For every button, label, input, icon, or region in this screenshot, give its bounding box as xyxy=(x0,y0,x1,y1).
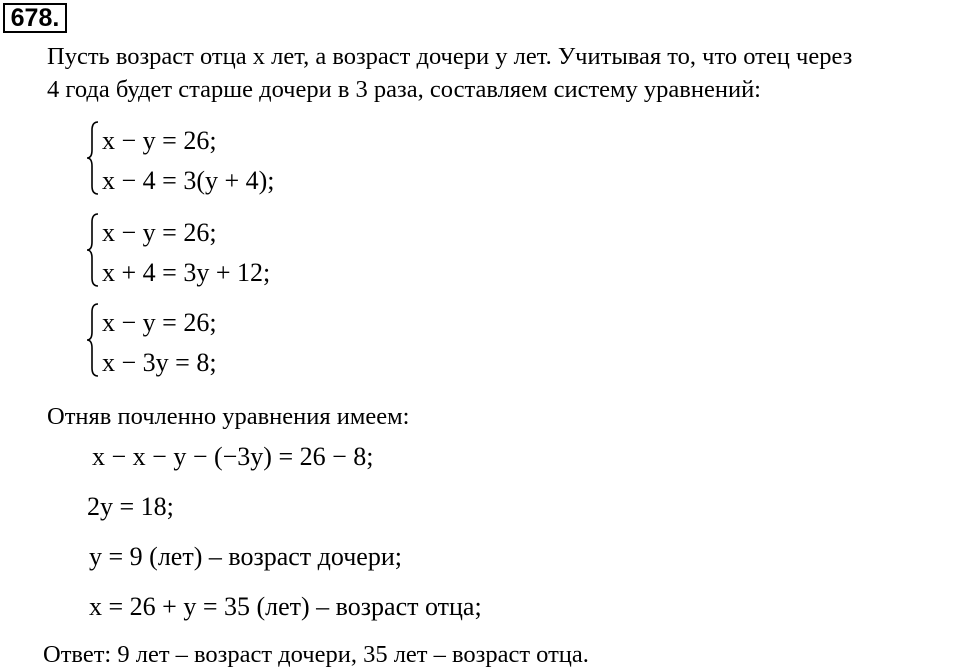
system-3-eq-1: x − y = 26; xyxy=(102,308,217,337)
system-3-eq-2: x − 3y = 8; xyxy=(102,348,217,377)
step-4: x = 26 + y = 35 (лет) – возраст отца; xyxy=(89,592,482,621)
intro-line-1: Пусть возраст отца x лет, а возраст дочери y лет. Учитывая то, что отец через xyxy=(47,43,853,70)
step-2: 2y = 18; xyxy=(87,492,174,521)
system-2-eq-2: x + 4 = 3y + 12; xyxy=(102,258,271,287)
system-brace-2 xyxy=(86,212,100,288)
step-3: y = 9 (лет) – возраст дочери; xyxy=(89,542,402,571)
intro-line-2: 4 года будет старше дочери в 3 раза, составляем систему уравнений: xyxy=(47,76,761,103)
system-2-eq-1: x − y = 26; xyxy=(102,218,217,247)
system-1-eq-2: x − 4 = 3(y + 4); xyxy=(102,166,275,195)
answer-text: Ответ: 9 лет – возраст дочери, 35 лет – возраст отца. xyxy=(43,641,589,668)
subtract-text: Отняв почленно уравнения имеем: xyxy=(47,403,410,430)
problem-number: 678. xyxy=(3,3,67,33)
system-1-eq-1: x − y = 26; xyxy=(102,126,217,155)
system-brace-1 xyxy=(86,120,100,196)
system-brace-3 xyxy=(86,302,100,378)
step-1: x − x − y − (−3y) = 26 − 8; xyxy=(92,442,374,471)
